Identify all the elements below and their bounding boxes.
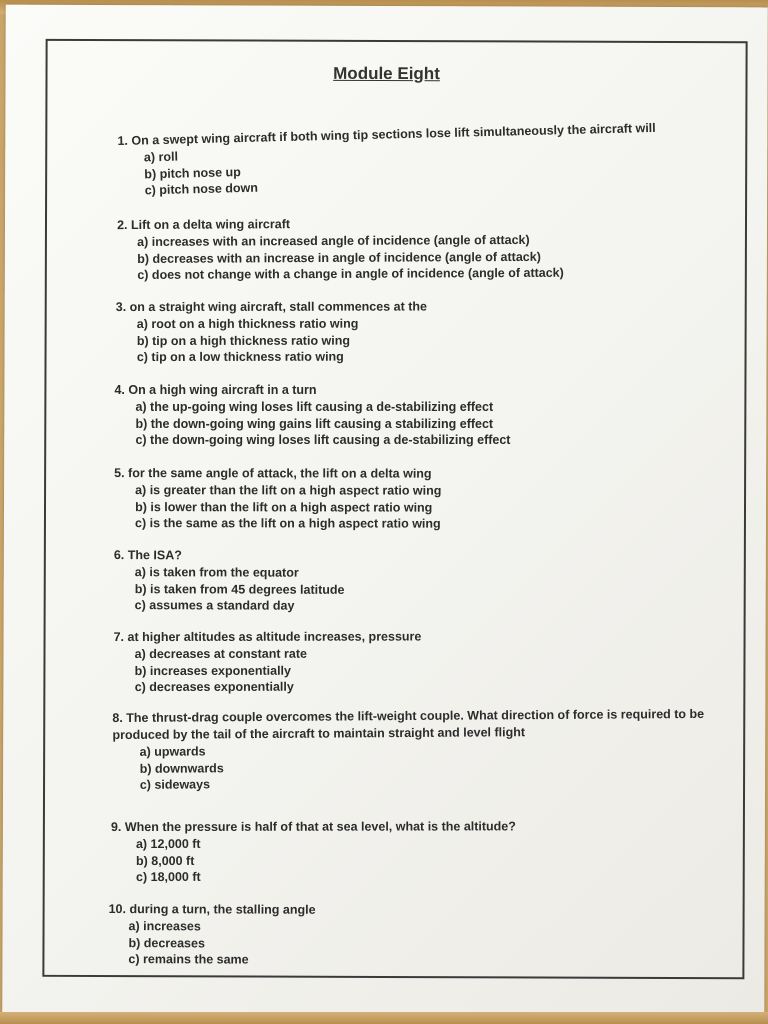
question-text: 8. The thrust-drag couple overcomes the lift-weight couple. What direction of force is required to be produced by the tail of the aircraft to maintain straight and level flight [112, 706, 705, 743]
option-c: c) is the same as the lift on a high aspect ratio wing [135, 516, 441, 531]
question-4 [114, 382, 714, 449]
question-5 [114, 465, 714, 533]
option-c: c) sideways [139, 777, 211, 792]
question-7 [114, 628, 714, 696]
option-b: b) downwards [139, 760, 224, 776]
option-b: b) is taken from 45 degrees latitude [134, 581, 345, 597]
option-a: a) roll [143, 149, 179, 165]
option-c: c) pitch nose down [144, 180, 259, 198]
question-text: 3. on a straight wing aircraft, stall commences at the [115, 299, 427, 315]
question-text: 5. for the same angle of attack, the lift on a delta wing [114, 466, 432, 481]
page-title: Module Eight [333, 63, 440, 84]
question-9 [111, 818, 711, 886]
option-a: a) 12,000 ft [135, 836, 201, 852]
option-b: b) is lower than the lift on a high aspect ratio wing [135, 499, 433, 515]
question-text: 10. during a turn, the stalling angle [108, 902, 316, 917]
option-b: b) the down-going wing gains lift causing a stabilizing effect [135, 416, 494, 431]
question-3 [116, 298, 716, 366]
option-b: b) tip on a high thickness ratio wing [136, 333, 351, 348]
option-a: a) the up-going wing loses lift causing a de-stabilizing effect [135, 400, 494, 415]
option-b: b) 8,000 ft [135, 853, 195, 868]
question-text: 9. When the pressure is half of that at sea level, what is the altitude? [110, 819, 516, 835]
option-b: b) decreases with an increase in angle of incidence (angle of attack) [137, 249, 541, 266]
question-text: 7. at higher altitudes as altitude increases, pressure [113, 629, 422, 645]
option-c: c) assumes a standard day [134, 598, 295, 613]
question-text: 4. On a high wing aircraft in a turn [114, 383, 317, 398]
question-8 [112, 706, 713, 794]
option-c: c) 18,000 ft [136, 869, 201, 885]
option-a: a) root on a high thickness ratio wing [136, 316, 359, 332]
desk-surface-bottom [0, 1012, 768, 1024]
question-text: 1. On a swept wing aircraft if both wing tip sections lose lift simultaneously the aircraft will [117, 120, 656, 149]
option-b: b) increases exponentially [134, 663, 291, 678]
question-6 [114, 547, 714, 616]
option-a: a) is greater than the lift on a high aspect ratio wing [135, 483, 442, 498]
question-10 [108, 901, 708, 970]
question-2 [117, 214, 717, 284]
option-c: c) tip on a low thickness ratio wing [136, 349, 344, 365]
option-c: c) the down-going wing loses lift causing a de-stabilizing effect [135, 433, 511, 448]
option-b: b) pitch nose up [144, 164, 241, 181]
option-a: a) is taken from the equator [134, 565, 299, 580]
option-a: a) decreases at constant rate [134, 646, 307, 662]
option-c: c) remains the same [128, 952, 249, 967]
question-text: 6. The ISA? [113, 548, 182, 563]
question-text: 2. Lift on a delta wing aircraft [117, 217, 291, 233]
option-c: c) does not change with a change in angle of incidence (angle of attack) [137, 265, 564, 282]
option-a: a) upwards [139, 744, 206, 759]
paper-sheet [2, 5, 768, 1018]
option-a: a) increases with an increased angle of incidence (angle of attack) [137, 232, 530, 249]
option-a: a) increases [128, 919, 201, 934]
option-c: c) decreases exponentially [134, 679, 294, 695]
option-b: b) decreases [128, 935, 205, 950]
